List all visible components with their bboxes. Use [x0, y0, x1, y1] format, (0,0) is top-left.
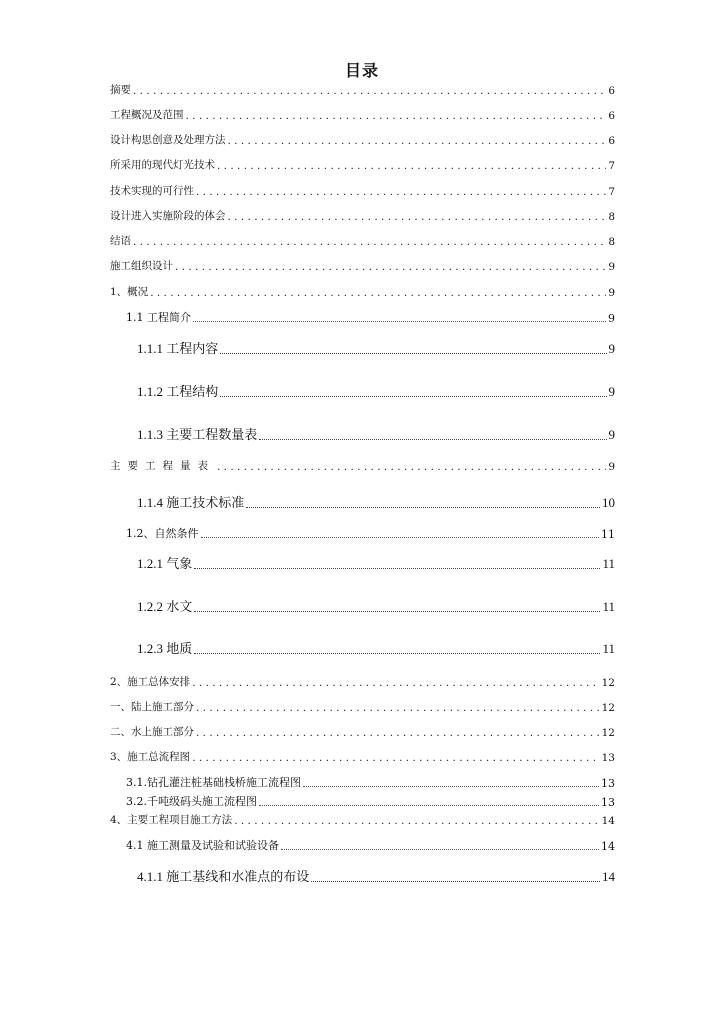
toc-entry-label: [137, 553, 192, 572]
toc-entry-label: 一、陆上施工部分: [110, 701, 194, 713]
toc-page-number: 7: [608, 160, 615, 172]
toc-page-number: 6: [608, 85, 615, 97]
toc-page-number: 9: [608, 261, 615, 273]
toc-entry-text: 施工基线和水准点的布设: [166, 870, 310, 885]
toc-entry-flowchart[interactable]: [110, 749, 615, 764]
toc-page-number: 11: [602, 599, 615, 614]
toc-entry-survey-testing[interactable]: [126, 837, 615, 853]
toc-entry-abstract[interactable]: [110, 82, 615, 97]
toc-entry-project-content[interactable]: [137, 338, 615, 357]
toc-entry-wharf-flowchart[interactable]: [126, 793, 615, 809]
toc-entry-number: 1.1.3: [137, 427, 167, 442]
toc-leader: [259, 433, 606, 440]
toc-entry-land-construction[interactable]: [110, 699, 615, 714]
toc-leader: [192, 752, 599, 764]
toc-entry-number: 1.2.2: [137, 599, 167, 614]
toc-entry-text: 水文: [166, 600, 193, 615]
toc-leader: [150, 287, 606, 299]
toc-entry-label: [137, 492, 244, 511]
toc-leader: [228, 135, 607, 147]
toc-page-number: 14: [601, 815, 615, 827]
toc-entry-text: 地质: [166, 642, 193, 657]
toc-page-number: 6: [608, 135, 615, 147]
toc-entry-quantity-table[interactable]: [137, 424, 615, 443]
toc-leader: [220, 347, 606, 354]
toc-entry-water-construction[interactable]: [110, 724, 615, 739]
toc-leader: [133, 236, 606, 248]
toc-entry-project-structure[interactable]: [137, 381, 615, 400]
toc-leader: [281, 843, 599, 850]
toc-entry-label: [137, 424, 257, 443]
toc-page-number: 10: [602, 495, 615, 510]
toc-page-number: 9: [608, 312, 615, 325]
toc-entry-construction-methods[interactable]: [110, 812, 615, 827]
toc-leader: [196, 702, 600, 714]
toc-page-number: 11: [602, 641, 615, 656]
toc-entry-number: 1.1.1: [137, 341, 167, 356]
toc-entry-label: 3.1.钻孔灌注桩基础栈桥施工流程图: [126, 776, 301, 789]
toc-entry-conclusion[interactable]: [110, 233, 615, 248]
toc-entry-baseline-benchmark[interactable]: [137, 866, 615, 885]
toc-page-number: 14: [601, 840, 615, 853]
toc-leader: [194, 605, 600, 612]
toc-entry-pile-trestle-flowchart[interactable]: [126, 774, 615, 790]
toc-entry-number: 1.1.4: [137, 495, 167, 510]
toc-entry-number: 1.2.1: [137, 556, 167, 571]
toc-leader: [133, 85, 606, 97]
toc-entry-label: 摘要: [110, 84, 131, 96]
toc-entry-text: 工程内容: [166, 342, 219, 357]
toc-leader: [201, 531, 600, 538]
toc-entry-label: 1.1 工程简介: [126, 311, 191, 324]
toc-entry-feasibility[interactable]: [110, 183, 615, 198]
toc-page-number: 11: [602, 556, 615, 571]
toc-leader: [196, 727, 600, 739]
toc-entry-number: 1.1.2: [137, 384, 167, 399]
toc-leader: [196, 186, 606, 198]
toc-leader: [175, 261, 606, 273]
toc-entry-hydrology[interactable]: [137, 596, 615, 615]
toc-leader: [220, 390, 606, 397]
toc-entry-design-concept[interactable]: [110, 132, 615, 147]
toc-page-number: 9: [608, 341, 615, 356]
toc-entry-label: 1、概况: [110, 286, 149, 298]
toc-entry-text: 施工技术标准: [166, 496, 245, 511]
toc-entry-text: 工程结构: [166, 385, 219, 400]
toc-entry-project-overview[interactable]: [110, 107, 615, 122]
toc-leader: [246, 501, 600, 508]
toc-entry-lighting-tech[interactable]: [110, 157, 615, 172]
toc-leader: [303, 780, 599, 787]
toc-page-number: 12: [601, 702, 615, 714]
toc-entry-label: 结语: [110, 235, 131, 247]
toc-leader: [259, 799, 599, 806]
toc-title: 目录: [344, 61, 379, 80]
toc-leader: [194, 647, 600, 654]
toc-entry-tech-standards[interactable]: [137, 492, 615, 511]
toc-entry-label: 4、主要工程项目施工方法: [110, 814, 233, 826]
toc-entry-project-intro[interactable]: [126, 309, 615, 325]
toc-leader: [217, 160, 606, 172]
toc-leader: [228, 211, 607, 223]
toc-leader: [234, 815, 599, 827]
toc-entry-number: 1.2.3: [137, 641, 167, 656]
toc-leader: [194, 562, 600, 569]
toc-page-number: 11: [601, 528, 615, 541]
toc-page-number: 6: [608, 110, 615, 122]
toc-entry-label: [137, 381, 218, 400]
toc-page-number: 8: [608, 236, 615, 248]
toc-page-number: 9: [608, 427, 615, 442]
toc-entry-label: [137, 638, 192, 657]
toc-entry-number: 4.1.1: [137, 869, 167, 884]
toc-entry-natural-conditions[interactable]: [126, 525, 615, 541]
toc-page-number: 12: [601, 727, 615, 739]
toc-page-number: 14: [602, 869, 615, 884]
toc-entry-text: 主要工程数量表: [166, 428, 258, 443]
toc-entry-construction-design[interactable]: [110, 258, 615, 273]
toc-page-number: 9: [608, 384, 615, 399]
toc-entry-weather[interactable]: [137, 553, 615, 572]
toc-entry-label: 所采用的现代灯光技术: [110, 159, 215, 171]
toc-entry-label: 设计构思创意及处理方法: [110, 134, 226, 146]
toc-entry-label: 3、施工总流程图: [110, 751, 191, 763]
toc-leader: [186, 110, 607, 122]
toc-page-number: 13: [601, 752, 615, 764]
toc-entry-overview[interactable]: [110, 284, 615, 299]
toc-page-number: 9: [608, 287, 615, 299]
toc-entry-label: [137, 338, 218, 357]
toc-entry-main-quantities[interactable]: [110, 458, 615, 473]
toc-entry-label: 设计进入实施阶段的体会: [110, 210, 226, 222]
toc-page-number: 12: [601, 677, 615, 689]
toc-page-number: 8: [608, 211, 615, 223]
toc-leader: [192, 677, 599, 689]
toc-leader: [193, 315, 606, 322]
toc-entry-label: 技术实现的可行性: [110, 185, 194, 197]
toc-entry-label: 4.1 施工测量及试验和试验设备: [126, 839, 279, 852]
toc-leader: [217, 461, 606, 473]
toc-entry-label: 二、水上施工部分: [110, 726, 194, 738]
toc-leader: [311, 875, 600, 882]
toc-entry-label: 2、施工总体安排: [110, 676, 191, 688]
toc-entry-label: 3.2.千吨级码头施工流程图: [126, 795, 257, 808]
toc-entry-text: 气象: [166, 557, 193, 572]
toc-entry-label: 1.2、自然条件: [126, 527, 199, 540]
toc-entry-label: 施工组织设计: [110, 260, 173, 272]
toc-page-number: 13: [601, 777, 615, 790]
toc-page-number: 7: [608, 186, 615, 198]
toc-entry-label: 主要工程量表: [110, 460, 215, 472]
toc-page-number: 13: [601, 796, 615, 809]
toc-entry-label: 工程概况及范围: [110, 109, 184, 121]
toc-entry-label: [137, 866, 309, 885]
toc-entry-overall-arrangement[interactable]: [110, 674, 615, 689]
toc-entry-implementation[interactable]: [110, 208, 615, 223]
toc-page-number: 9: [608, 461, 615, 473]
toc-entry-label: [137, 596, 192, 615]
toc-entry-geology[interactable]: [137, 638, 615, 657]
